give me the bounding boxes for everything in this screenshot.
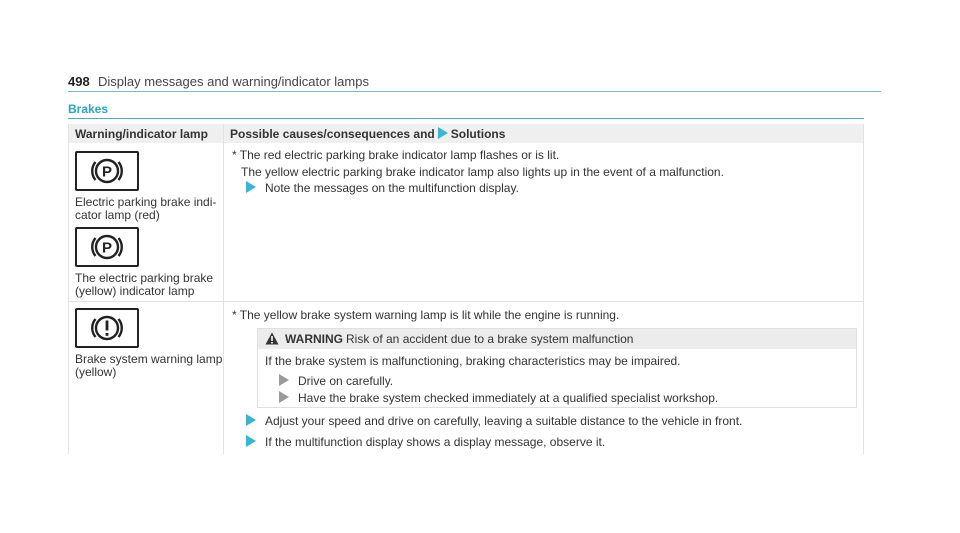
arrow-icon: [279, 391, 289, 403]
warning-body: If the brake system is malfunctioning, braking characteristics may be impaired.: [265, 354, 681, 368]
warning-step2: Have the brake system checked immediately at a qualified specialist workshop.: [276, 391, 718, 405]
section-rule: [68, 118, 864, 119]
row-divider: [68, 301, 864, 302]
warning-triangle-icon: [265, 332, 279, 345]
parking-brake-icon: [75, 151, 139, 191]
arrow-icon: [246, 181, 256, 193]
svg-text:P: P: [101, 239, 113, 257]
arrow-icon: [246, 435, 256, 447]
warning-header: [258, 329, 856, 349]
parking-brake-icon: [75, 227, 139, 267]
table-border-left: [68, 124, 69, 454]
lamp-table: [68, 124, 864, 454]
brake-warning-icon: [75, 308, 139, 348]
table-header: [68, 124, 864, 143]
col-header-causes: Possible causes/consequences and Solutions: [230, 127, 506, 141]
row2-step1: Adjust your speed and drive on carefully, leaving a suitable distance to the vehicle in front.: [243, 414, 742, 428]
row2-line1: * The yellow brake system warning lamp is lit while the engine is running.: [232, 308, 620, 322]
warning-box: [257, 328, 857, 408]
row1-line1: * The red electric parking brake indicator lamp flashes or is lit.: [232, 148, 560, 162]
row2-step2: If the multifunction display shows a display message, observe it.: [243, 435, 605, 449]
table-border-right: [863, 124, 864, 454]
header-title: Display messages and warning/indicator lamps: [98, 74, 369, 89]
arrow-icon: [246, 414, 256, 426]
page-number: 498: [68, 74, 90, 89]
row1-step1: Note the messages on the multifunction display.: [243, 181, 519, 195]
arrow-icon: [438, 127, 448, 139]
lamp-caption-brake: Brake system warning lamp (yellow): [75, 352, 223, 379]
warning-step1: Drive on carefully.: [276, 374, 393, 388]
section-title: Brakes: [68, 102, 109, 116]
lamp-caption-yellow: The electric parking brake (yellow) indicator lamp: [75, 271, 214, 298]
lamp-caption-red: Electric parking brake indi- cator lamp (red): [75, 195, 217, 222]
row1-line2: The yellow electric parking brake indicator lamp also lights up in the event of a malfunction.: [241, 165, 724, 179]
warning-label: WARNING: [285, 332, 343, 346]
header-rule: [68, 91, 881, 92]
page-header: [68, 74, 881, 92]
col-header-lamp: Warning/indicator lamp: [75, 127, 208, 141]
warning-title: Risk of an accident due to a brake system malfunction: [346, 332, 634, 346]
svg-text:P: P: [101, 163, 113, 181]
arrow-icon: [279, 374, 289, 386]
